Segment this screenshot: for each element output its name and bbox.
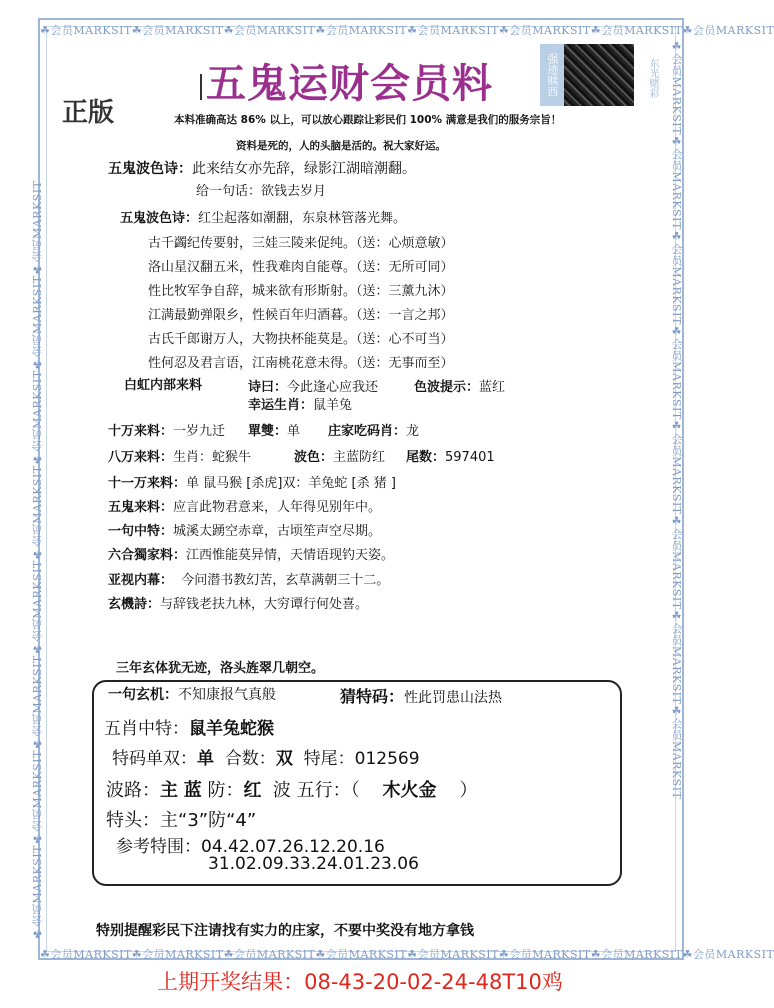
odd-even-row — [248, 420, 300, 439]
wave-main-value: 蓝 — [183, 780, 202, 801]
banker-row — [328, 420, 419, 439]
item-label: 一句中特： — [108, 524, 174, 539]
five-elements-close: ） — [459, 780, 478, 801]
watermark-top: ☘会员MARKSIT☘会员MARKSIT☘会员MARKSIT☘会员MARKSIT☘会员MARKSIT☘会员MARKSIT☘会员MARKSIT☘会员MARKSIT — [40, 24, 774, 37]
tail-number-value: 597401 — [445, 450, 495, 465]
item-label: 亚视内幕： — [108, 573, 174, 588]
head-row — [106, 806, 256, 832]
poem2-line — [148, 256, 454, 275]
item-row — [108, 472, 396, 491]
odd-even-value: 单 — [287, 424, 301, 439]
item-label: 玄機詩： — [108, 597, 161, 612]
sum-value: 双 — [275, 749, 293, 769]
genuine-badge: 正版 — [62, 98, 115, 128]
internal-source-label: 白虹内部来料 — [124, 378, 203, 393]
reminder-text: 特别提醒彩民下注请找有实力的庄家，不要中奖没有地方拿钱 — [96, 923, 474, 939]
special-tail-value: 012569 — [354, 749, 420, 769]
color-hint-value: 蓝红 — [479, 380, 506, 395]
guess-label: 猜特码： — [340, 687, 405, 706]
special-tail-label: 特尾： — [303, 749, 355, 769]
poem2-line — [148, 352, 454, 371]
watermark-right: ☘会员MARKSIT☘会员MARKSIT☘会员MARKSIT☘会员MARKSIT☘会员MARKSIT☘会员MARKSIT☘会员MARKSIT☘会员MARKSIT — [670, 40, 683, 800]
item-label: 六合獨家料： — [108, 548, 187, 563]
tagline-luck: 资料是死的，人的头脑是活的。祝大家好运。 — [236, 140, 446, 152]
poem2-line — [148, 280, 454, 299]
qr-code-icon — [564, 44, 634, 106]
riddle-label: 一句玄机： — [108, 687, 178, 703]
tail-number-row — [406, 446, 495, 465]
hint-poem-text: 今此逢心应我还 — [287, 380, 379, 395]
poem2-line-note: （送：一言之邦） — [356, 308, 454, 323]
color-hint-label: 色波提示： — [414, 380, 480, 395]
poem2-line-note: （送：心不可当） — [356, 332, 454, 347]
tail-number-label: 尾数： — [406, 450, 446, 465]
watermark-bottom: ☘会员MARKSIT☘会员MARKSIT☘会员MARKSIT☘会员MARKSIT☘会员MARKSIT☘会员MARKSIT☘会员MARKSIT☘会员MARKSIT — [40, 948, 774, 961]
poem2-line — [148, 304, 454, 323]
item-value: 应言此物君意来，人年得见别年中。 — [173, 500, 382, 515]
reference-label: 参考特围： — [116, 837, 201, 857]
item-row — [108, 593, 368, 612]
wave-main-label: 主 — [160, 780, 178, 801]
poem2-line-text: 性比牧军争自辞，城来欲有形斯射。 — [148, 284, 357, 299]
poem1-row — [108, 158, 416, 178]
wave-guard-label: 防： — [207, 780, 244, 801]
stamp-label: 强迹赎西 — [540, 44, 564, 106]
item-value: 一岁九迁 — [173, 424, 226, 439]
item-row — [108, 569, 389, 588]
item-row — [108, 446, 251, 465]
watermark-left: ☘会员MARKSIT☘会员MARKSIT☘会员MARKSIT☘会员MARKSIT☘会员MARKSIT☘会员MARKSIT☘会员MARKSIT☘会员MARKSIT — [31, 180, 44, 940]
riddle-value: 不知康报气真般 — [178, 687, 276, 703]
five-elements-label: 波 五行：（ — [272, 780, 360, 801]
title-divider — [200, 74, 202, 100]
head-label: 特头： — [106, 810, 160, 831]
riddle-row — [108, 684, 276, 704]
poem1-sub-text: 欲钱去岁月 — [261, 184, 327, 199]
banker-label: 庄家吃码肖： — [328, 424, 407, 439]
poem2-text: 红尘起落如潮翻，东泉林管落光舞。 — [198, 211, 407, 226]
wave-row — [106, 776, 477, 802]
poem2-line-note: （送：无所可同） — [356, 260, 454, 275]
item-value: 生肖：蛇猴牛 — [173, 450, 252, 465]
poem2-line-text: 古千蠲纪传要射，三娃三陵来促纯。 — [148, 236, 357, 251]
poem2-line-text: 古氏千郎谢万人，大物抉杯能莫是。 — [148, 332, 357, 347]
wave-guard-value: 红 — [243, 780, 262, 801]
item-label: 十一万来料： — [108, 476, 187, 491]
odd-even-label: 單雙： — [248, 424, 288, 439]
item-row — [108, 420, 225, 439]
item-value: 江西惟能莫异情，天情语现钓天姿。 — [186, 548, 395, 563]
item-row — [108, 520, 381, 539]
lucky-zodiac-row — [248, 394, 352, 413]
item-row — [108, 544, 394, 563]
five-zodiac-row — [104, 714, 274, 739]
poem2-line-note: （送：无事而至） — [356, 356, 454, 371]
five-elements-value: 木火金 — [382, 780, 437, 801]
poem2-line — [148, 232, 454, 251]
poem2-line-note: （送：心烦意敏） — [356, 236, 454, 251]
reference-line2: 31.02.09.33.24.01.23.06 — [208, 854, 419, 874]
poem1-sub-label: 给一句话： — [196, 184, 262, 199]
qr-caption: 东光赌彩 — [647, 58, 658, 98]
sum-label: 合数： — [224, 749, 276, 769]
item-value: 单 鼠马猴 [杀虎]双：羊兔蛇 [杀 猪 ] — [186, 476, 396, 491]
poem2-line-text: 性何忍及君言语，江南桃花意未得。 — [148, 356, 357, 371]
item-value: 城溪太踴空赤章，古顷笙声空尽期。 — [173, 524, 382, 539]
item-label: 八万来料： — [108, 450, 174, 465]
lucky-zodiac-label: 幸运生肖： — [248, 398, 314, 413]
special-odd-even-value: 单 — [197, 749, 214, 769]
poem2-line-text: 洛山星汉翻五米，性我难肉自能尊。 — [148, 260, 357, 275]
item-row — [108, 496, 381, 515]
last-result: 上期开奖结果：08-43-20-02-24-48T10鸡 — [157, 970, 563, 994]
item-label: 五鬼来料： — [108, 500, 174, 515]
closing-poem: 三年玄体犹无迹，洛头旌翠几朝空。 — [116, 661, 325, 676]
lucky-zodiac-value: 鼠羊兔 — [313, 398, 353, 413]
banker-value: 龙 — [406, 424, 420, 439]
poem1-label: 五鬼波色诗： — [108, 161, 192, 177]
five-zodiac-label: 五肖中特： — [104, 719, 189, 739]
wave-color-row — [294, 446, 385, 465]
tagline-accuracy: 本料准确高达 86% 以上，可以放心跟踪让彩民们 100% 满意是我们的服务宗旨！ — [174, 114, 562, 126]
guess-value: 性此罚患山法热 — [404, 690, 503, 706]
wave-label: 波路： — [106, 780, 160, 801]
poem2-line-note: （送：三薰九沐） — [356, 284, 454, 299]
hint-poem-label: 诗曰： — [248, 380, 288, 395]
wave-color-value: 主蓝防红 — [333, 450, 386, 465]
special-odd-even-label: 特码单双： — [112, 749, 197, 769]
poem2-line-text: 江满最勤弹限乡，性候百年归酒暮。 — [148, 308, 357, 323]
guess-row — [340, 684, 502, 707]
item-label: 十万来料： — [108, 424, 174, 439]
poem2-line — [148, 328, 454, 347]
poem1-text: 此来结女亦先辞，绿影江湖暗潮翻。 — [192, 161, 416, 177]
five-zodiac-value: 鼠羊兔蛇猴 — [189, 719, 274, 739]
head-value: 主“3”防“4” — [160, 810, 257, 831]
odd-even-special-row — [112, 744, 420, 769]
reference-line1: 04.42.07.26.12.20.16 — [201, 837, 385, 857]
hint-poem-row — [248, 376, 378, 395]
poem2-label: 五鬼波色诗： — [120, 211, 199, 226]
wave-color-label: 波色： — [294, 450, 334, 465]
item-value: 与辞钱老扶九林，大穷谭行何处喜。 — [160, 597, 369, 612]
poem2-row — [120, 207, 406, 226]
item-value: 今问潜书教幻苦，玄草满朝三十二。 — [181, 573, 390, 588]
page-title: 五鬼运财会员料 — [206, 60, 493, 107]
poem1-sub-row — [196, 180, 326, 199]
color-hint-row — [414, 376, 505, 395]
